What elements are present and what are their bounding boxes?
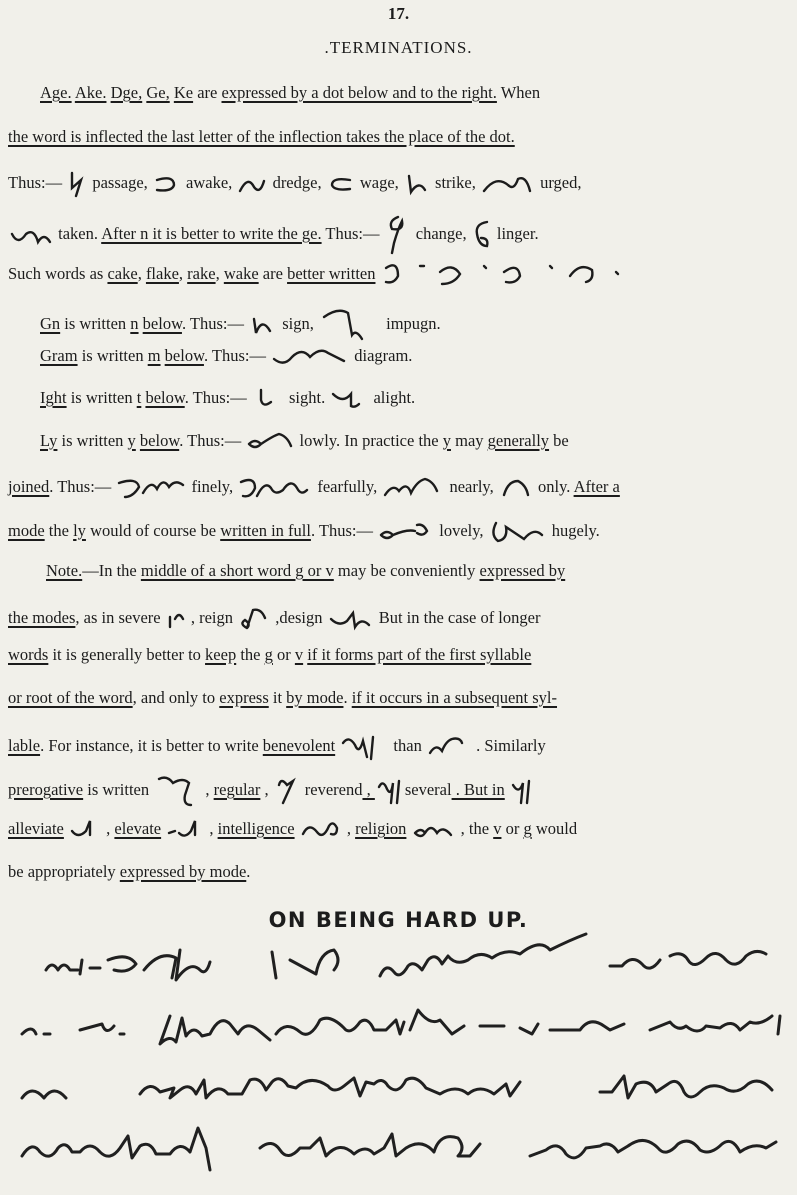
reign-shorthand-icon: [237, 604, 271, 634]
text-line-2: the word is inflected the last letter of the inflection takes the place of the dot.: [8, 127, 515, 146]
dredge-shorthand-icon: [236, 173, 268, 195]
nearly-shorthand-icon: [381, 475, 445, 501]
design-shorthand-icon: [327, 607, 375, 631]
passage-shorthand-icon: [66, 170, 88, 198]
strike-shorthand-icon: [403, 172, 431, 196]
hugely-shorthand-icon: [488, 517, 548, 547]
text-line-5: Such words as cake, flake, rake, wake are better written: [8, 258, 767, 292]
lowly-shorthand-icon: [245, 430, 295, 454]
text-line-14: words it is generally better to keep the g or v if it forms part of the first syllable: [8, 645, 532, 664]
finely-shorthand-icon: [115, 475, 187, 501]
lovely-shorthand-icon: [377, 519, 435, 545]
page-number: 17.: [387, 4, 410, 23]
reverend-shorthand-icon: [375, 775, 405, 807]
intelligence-shorthand-icon: [299, 816, 343, 844]
text-line-1: Age. Ake. Dge, Ge, Ke are expressed by a dot below and to the right. When: [40, 83, 541, 102]
alleviate-shorthand-icon: [68, 817, 102, 843]
prerogative-shorthand-icon: [153, 773, 201, 809]
text-line-4: taken. After n it is better to write the ge. Thus:— change, linger.: [8, 213, 767, 257]
text-line-7: Gram is written m below. Thus:— diagram.: [40, 345, 767, 369]
cake-flake-rake-wake-shorthand-icon: [380, 258, 630, 292]
text-line-17: prerogative is written , regular , reverend , several . But in: [8, 773, 767, 809]
text-line-18: alleviate , elevate , intelligence , religion , the v or g would: [8, 816, 767, 844]
diagram-shorthand-icon: [270, 345, 350, 369]
shorthand-passage-illustration: [10, 930, 790, 1190]
sight-shorthand-icon: [251, 386, 285, 412]
text-line-15: or root of the word, and only to express it by mode. if it occurs in a subsequent syl-: [8, 688, 558, 707]
text-line-13: the modes, as in severe , reign ,design But in the case of longer: [8, 604, 767, 634]
fearfully-shorthand-icon: [237, 474, 313, 502]
text-line-10: joined. Thus:— finely, fearfully, nearly, only. After a: [8, 474, 767, 502]
awake-shorthand-icon: [152, 173, 182, 195]
urged-shorthand-icon: [480, 171, 536, 197]
text-line-3: Thus:— passage, awake, dredge, wage, strike, urged,: [8, 170, 767, 198]
impugn-shorthand-icon: [318, 303, 382, 347]
regular-shorthand-icon: [273, 775, 305, 807]
alight-shorthand-icon: [329, 386, 369, 412]
text-line-16: lable. For instance, it is better to write benevolent than . Similarly: [8, 731, 767, 763]
wage-shorthand-icon: [326, 173, 356, 195]
benevolent-shorthand-icon: [339, 731, 389, 763]
text-line-19: be appropriately expressed by mode.: [8, 862, 251, 881]
taken-shorthand-icon: [8, 224, 54, 246]
text-line-6: Gn is written n below. Thus:— sign, impugn.: [40, 303, 767, 347]
benevolent-alt-shorthand-icon: [426, 733, 472, 761]
religion-shorthand-icon: [411, 817, 457, 843]
text-line-9: Ly is written y below. Thus:— lowly. In practice the y may generally be: [40, 430, 767, 454]
several-shorthand-icon: [509, 775, 537, 807]
text-line-12: Note.—In the middle of a short word g or v may be conveniently expressed by: [46, 561, 566, 580]
severe-shorthand-icon: [165, 607, 187, 631]
elevate-shorthand-icon: [165, 817, 205, 843]
text-line-8: Ight is written t below. Thus:— sight. alight.: [40, 386, 767, 412]
linger-shorthand-icon: [471, 218, 493, 252]
sign-shorthand-icon: [248, 313, 278, 337]
section-heading: .TERMINATIONS.: [324, 38, 473, 57]
section-title: ON BEING HARD UP.: [268, 908, 529, 932]
change-shorthand-icon: [384, 213, 412, 257]
text-line-11: mode the ly would of course be written in full. Thus:— lovely, hugely.: [8, 517, 767, 547]
only-shorthand-icon: [498, 475, 534, 501]
